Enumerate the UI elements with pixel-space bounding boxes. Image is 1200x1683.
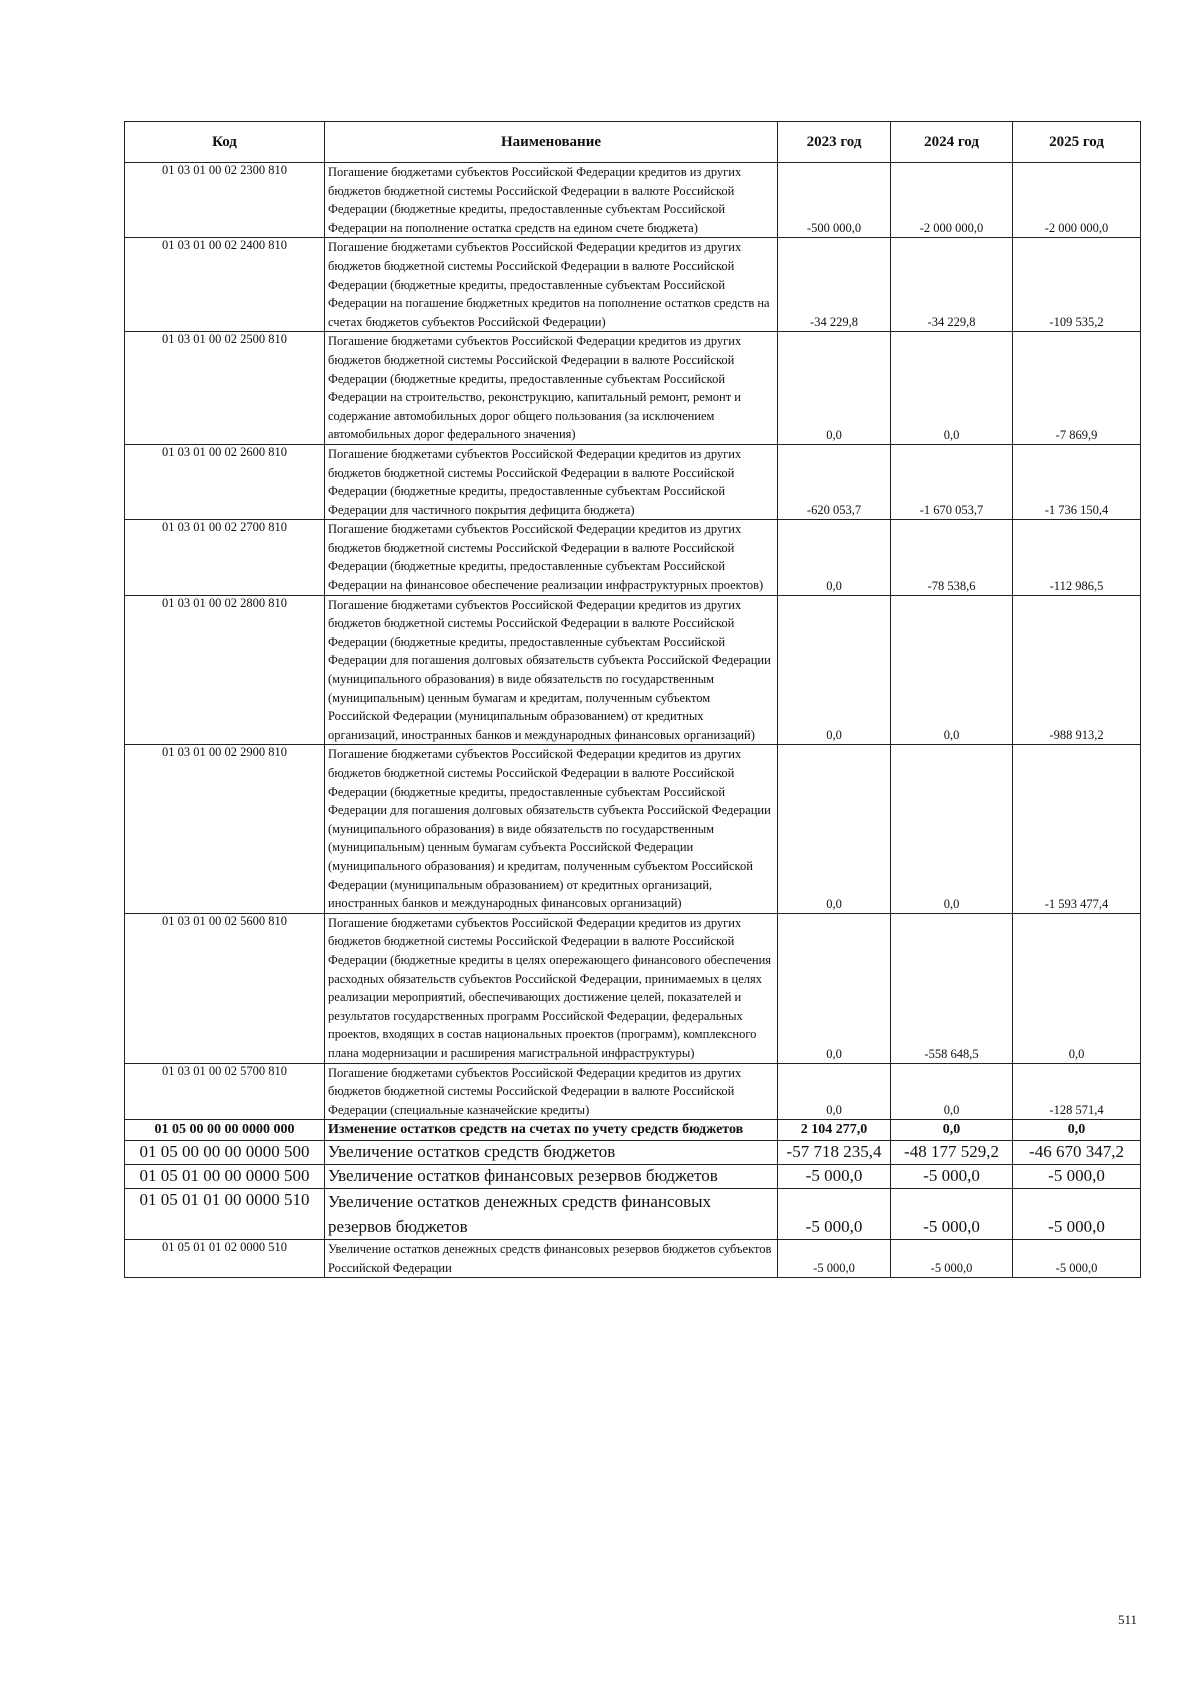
row-value-2023: -5 000,0 xyxy=(778,1165,891,1189)
row-code: 01 05 00 00 00 0000 500 xyxy=(125,1141,325,1165)
row-value-2023: -620 053,7 xyxy=(778,444,891,519)
row-value-2023: 0,0 xyxy=(778,1063,891,1120)
row-value-2023: 2 104 277,0 xyxy=(778,1120,891,1141)
row-name: Увеличение остатков финансовых резервов бюджетов xyxy=(325,1165,778,1189)
row-value-2025: 0,0 xyxy=(1013,1120,1141,1141)
row-name: Погашение бюджетами субъектов Российской Федерации кредитов из других бюджетов бюджетной системы Российской Федерации в валюте Российской Федерации (бюджетные кредиты, предоставленные субъектам Российской Федерации для погашения долговых обязательств субъекта Российской Федерации (муниципального образования) в виде обязательств по государственным (муниципальным) ценным бумагам субъекта Российской Федерации (муниципального образования) и кредитам, полученным субъектом Российской Федерации (муниципальным образованием) от кредитных организаций, иностранных банков и международных финансовых организаций) xyxy=(325,745,778,913)
row-name: Увеличение остатков средств бюджетов xyxy=(325,1141,778,1165)
row-name: Погашение бюджетами субъектов Российской Федерации кредитов из других бюджетов бюджетной системы Российской Федерации в валюте Российской Федерации (бюджетные кредиты, предоставленные субъектам Российской Федерации для частичного покрытия дефицита бюджета) xyxy=(325,444,778,519)
row-value-2024: -5 000,0 xyxy=(891,1189,1013,1240)
row-value-2025: -112 986,5 xyxy=(1013,520,1141,595)
table-row xyxy=(125,238,1141,332)
row-value-2024: 0,0 xyxy=(891,1120,1013,1141)
row-name: Погашение бюджетами субъектов Российской Федерации кредитов из других бюджетов бюджетной системы Российской Федерации в валюте Российской Федерации (бюджетные кредиты, предоставленные субъектам Российской Федерации для погашения долговых обязательств субъекта Российской Федерации (муниципального образования) в виде обязательств по государственным (муниципальным) ценным бумагам и кредитам, полученным субъектом Российской Федерации (муниципальным образованием) от кредитных организаций, иностранных банков и международных финансовых организаций) xyxy=(325,595,778,745)
table-row xyxy=(125,1120,1141,1141)
header-2023: 2023 год xyxy=(778,122,891,163)
row-code: 01 03 01 00 02 5700 810 xyxy=(125,1063,325,1120)
row-value-2023: -34 229,8 xyxy=(778,238,891,332)
row-value-2025: -1 736 150,4 xyxy=(1013,444,1141,519)
row-code: 01 05 01 00 00 0000 500 xyxy=(125,1165,325,1189)
row-value-2025: -2 000 000,0 xyxy=(1013,163,1141,238)
row-name: Погашение бюджетами субъектов Российской Федерации кредитов из других бюджетов бюджетной системы Российской Федерации в валюте Российской Федерации (бюджетные кредиты, предоставленные субъектам Российской Федерации на строительство, реконструкцию, капитальный ремонт, ремонт и содержание автомобильных дорог общего пользования (за исключением автомобильных дорог федерального значения) xyxy=(325,332,778,445)
row-value-2023: -5 000,0 xyxy=(778,1240,891,1278)
row-value-2024: -48 177 529,2 xyxy=(891,1141,1013,1165)
row-name: Погашение бюджетами субъектов Российской Федерации кредитов из других бюджетов бюджетной системы Российской Федерации в валюте Российской Федерации (бюджетные кредиты, предоставленные субъектам Российской Федерации на пополнение остатка средств на едином счете бюджета) xyxy=(325,163,778,238)
row-value-2025: -5 000,0 xyxy=(1013,1240,1141,1278)
row-name: Погашение бюджетами субъектов Российской Федерации кредитов из других бюджетов бюджетной системы Российской Федерации в валюте Российской Федерации (бюджетные кредиты, предоставленные субъектам Российской Федерации на погашение бюджетных кредитов на пополнение остатков средств на счетах бюджетов субъектов Российской Федерации) xyxy=(325,238,778,332)
row-value-2024: 0,0 xyxy=(891,1063,1013,1120)
table-row xyxy=(125,163,1141,238)
row-value-2025: -5 000,0 xyxy=(1013,1165,1141,1189)
row-value-2023: -57 718 235,4 xyxy=(778,1141,891,1165)
header-row xyxy=(125,122,1141,163)
row-code: 01 03 01 00 02 2500 810 xyxy=(125,332,325,445)
row-code: 01 03 01 00 02 2300 810 xyxy=(125,163,325,238)
row-value-2023: 0,0 xyxy=(778,745,891,913)
row-value-2023: 0,0 xyxy=(778,520,891,595)
row-name: Изменение остатков средств на счетах по учету средств бюджетов xyxy=(325,1120,778,1141)
row-value-2025: -1 593 477,4 xyxy=(1013,745,1141,913)
header-code: Код xyxy=(125,122,325,163)
row-code: 01 03 01 00 02 2800 810 xyxy=(125,595,325,745)
row-value-2025: -5 000,0 xyxy=(1013,1189,1141,1240)
row-value-2025: -988 913,2 xyxy=(1013,595,1141,745)
row-value-2023: 0,0 xyxy=(778,595,891,745)
table-row xyxy=(125,1189,1141,1240)
row-code: 01 03 01 00 02 2600 810 xyxy=(125,444,325,519)
header-2025: 2025 год xyxy=(1013,122,1141,163)
row-value-2024: -34 229,8 xyxy=(891,238,1013,332)
row-name: Погашение бюджетами субъектов Российской Федерации кредитов из других бюджетов бюджетной системы Российской Федерации в валюте Российской Федерации (бюджетные кредиты, предоставленные субъектам Российской Федерации на финансовое обеспечение реализации инфраструктурных проектов) xyxy=(325,520,778,595)
row-value-2023: -5 000,0 xyxy=(778,1189,891,1240)
row-value-2024: 0,0 xyxy=(891,595,1013,745)
row-value-2024: -2 000 000,0 xyxy=(891,163,1013,238)
row-name: Погашение бюджетами субъектов Российской Федерации кредитов из других бюджетов бюджетной системы Российской Федерации в валюте Российской Федерации (бюджетные кредиты в целях опережающего финансового обеспечения расходных обязательств субъектов Российской Федерации, принимаемых в целях реализации мероприятий, обеспечивающих достижение целей, показателей и результатов государственных программ Российской Федерации, федеральных проектов, входящих в состав национальных проектов (программ), комплексного плана модернизации и расширения магистральной инфраструктуры) xyxy=(325,913,778,1063)
row-value-2024: 0,0 xyxy=(891,332,1013,445)
row-value-2023: 0,0 xyxy=(778,913,891,1063)
row-value-2024: -5 000,0 xyxy=(891,1165,1013,1189)
row-value-2024: -5 000,0 xyxy=(891,1240,1013,1278)
row-code: 01 05 00 00 00 0000 000 xyxy=(125,1120,325,1141)
table-row xyxy=(125,520,1141,595)
row-value-2025: -128 571,4 xyxy=(1013,1063,1141,1120)
row-value-2025: 0,0 xyxy=(1013,913,1141,1063)
table-row xyxy=(125,1165,1141,1189)
row-value-2024: -78 538,6 xyxy=(891,520,1013,595)
row-value-2023: 0,0 xyxy=(778,332,891,445)
row-name: Увеличение остатков денежных средств финансовых резервов бюджетов xyxy=(325,1189,778,1240)
table-row xyxy=(125,332,1141,445)
row-value-2023: -500 000,0 xyxy=(778,163,891,238)
row-code: 01 03 01 00 02 2900 810 xyxy=(125,745,325,913)
row-value-2025: -46 670 347,2 xyxy=(1013,1141,1141,1165)
row-value-2025: -7 869,9 xyxy=(1013,332,1141,445)
budget-table xyxy=(124,121,1141,1278)
row-value-2024: -1 670 053,7 xyxy=(891,444,1013,519)
table-row xyxy=(125,913,1141,1063)
table-row xyxy=(125,1063,1141,1120)
row-value-2024: -558 648,5 xyxy=(891,913,1013,1063)
table-row xyxy=(125,1141,1141,1165)
row-code: 01 03 01 00 02 2400 810 xyxy=(125,238,325,332)
table-row xyxy=(125,745,1141,913)
row-value-2024: 0,0 xyxy=(891,745,1013,913)
table-row xyxy=(125,1240,1141,1278)
row-code: 01 05 01 01 00 0000 510 xyxy=(125,1189,325,1240)
row-name: Увеличение остатков денежных средств финансовых резервов бюджетов субъектов Российской Федерации xyxy=(325,1240,778,1278)
header-2024: 2024 год xyxy=(891,122,1013,163)
row-code: 01 03 01 00 02 5600 810 xyxy=(125,913,325,1063)
header-name: Наименование xyxy=(325,122,778,163)
page-number: 511 xyxy=(1118,1612,1138,1627)
row-value-2025: -109 535,2 xyxy=(1013,238,1141,332)
row-code: 01 03 01 00 02 2700 810 xyxy=(125,520,325,595)
row-name: Погашение бюджетами субъектов Российской Федерации кредитов из других бюджетов бюджетной системы Российской Федерации в валюте Российской Федерации (специальные казначейские кредиты) xyxy=(325,1063,778,1120)
table-row xyxy=(125,444,1141,519)
row-code: 01 05 01 01 02 0000 510 xyxy=(125,1240,325,1278)
table-row xyxy=(125,595,1141,745)
